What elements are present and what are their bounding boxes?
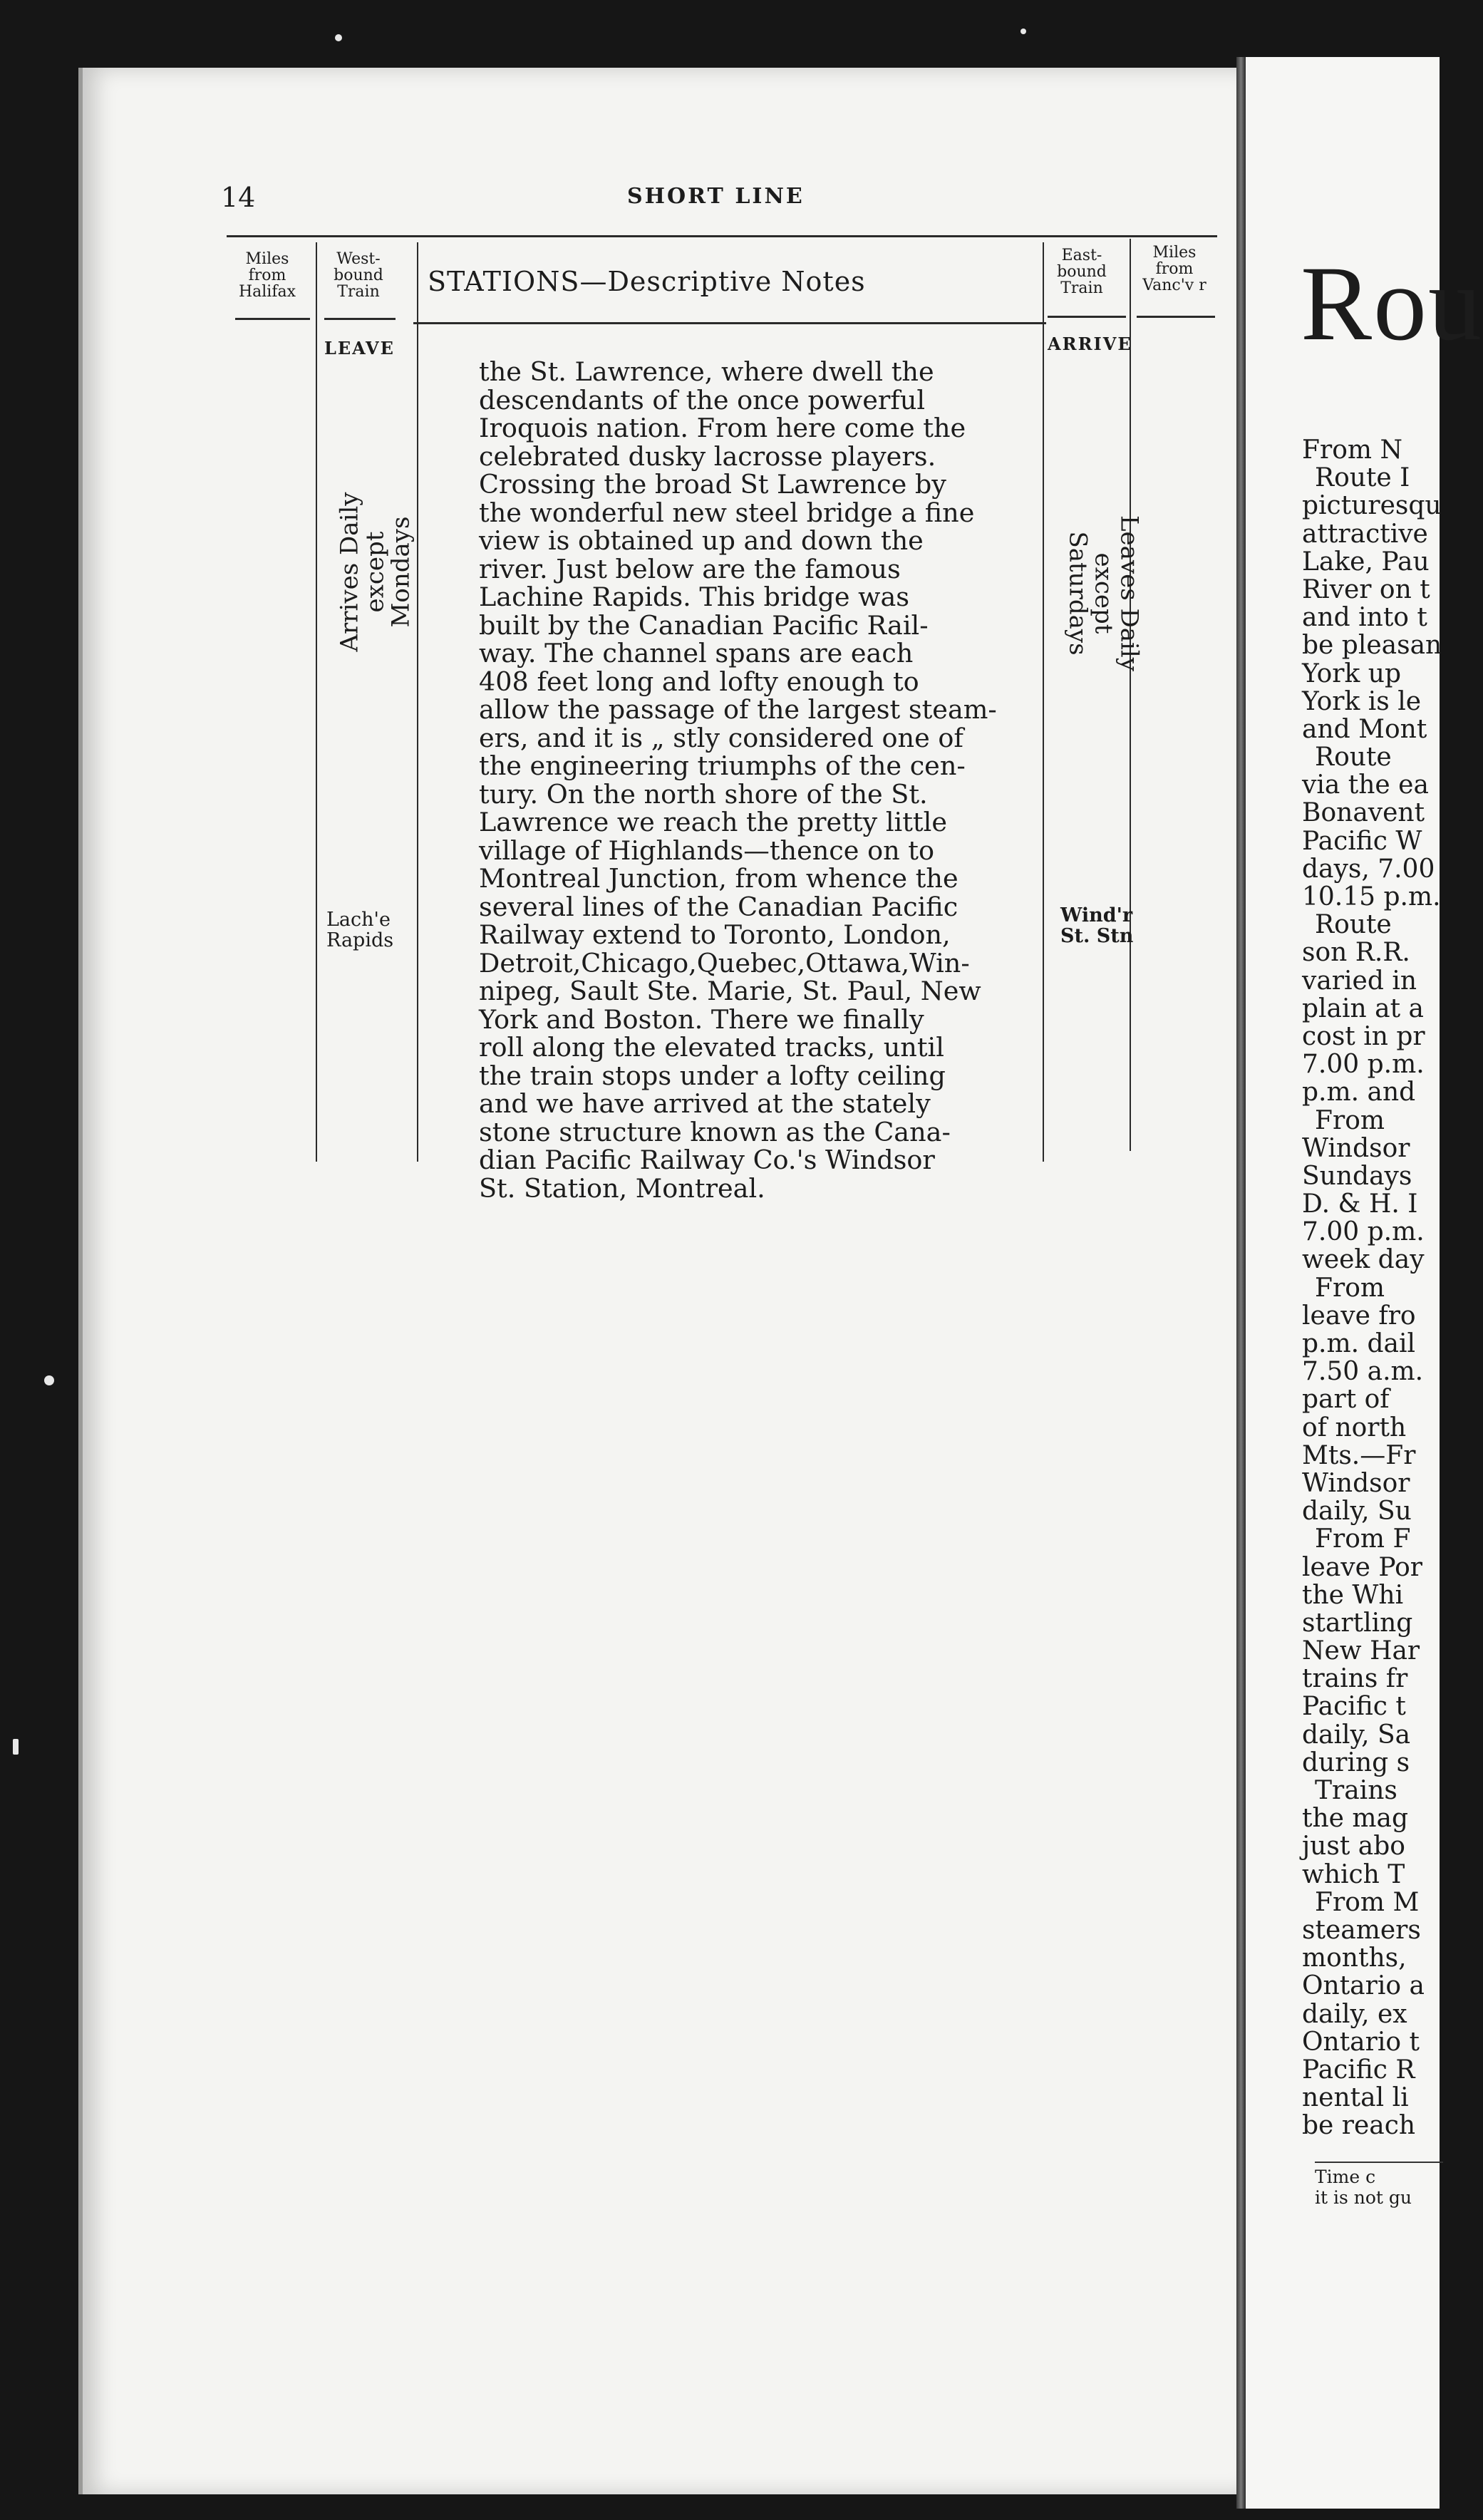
body-line: stone structure known as the Cana- <box>479 1116 951 1147</box>
right-page-line: be reach <box>1302 2111 1416 2141</box>
body-line: Lachine Rapids. This bridge was <box>479 582 910 612</box>
right-page-line: via the ea <box>1302 770 1429 800</box>
column-rule <box>316 242 317 1162</box>
body-line: Lawrence we reach the pretty little <box>479 807 947 837</box>
body-line: the train stops under a lofty ceiling <box>479 1060 946 1091</box>
page-number: 14 <box>221 182 256 213</box>
right-page-line: nental li <box>1302 2083 1409 2113</box>
right-page-line: Pacific W <box>1302 826 1422 856</box>
right-page-line: Trains <box>1315 1776 1397 1805</box>
header-underline <box>1048 316 1126 318</box>
right-page-line: the Whi <box>1302 1580 1404 1610</box>
body-line: celebrated dusky lacrosse players. <box>479 440 936 472</box>
body-line: built by the Canadian Pacific Rail- <box>479 609 929 641</box>
body-line: river. Just below are the famous <box>479 553 901 584</box>
right-page-line: daily, ex <box>1302 1999 1407 2029</box>
right-page-line: daily, Sa <box>1302 1720 1411 1750</box>
right-page-line: From <box>1315 1105 1385 1135</box>
right-page-line: York is le <box>1302 686 1422 716</box>
header-westbound-train: West- bound Train <box>334 250 383 301</box>
body-line: descendants of the once powerful <box>479 384 926 415</box>
body-line: 408 feet long and lofty enough to <box>479 666 919 697</box>
right-page-line: startling <box>1302 1608 1413 1638</box>
right-page-line: days, 7.00 <box>1302 854 1435 884</box>
eastbound-schedule-note: Leaves Daily except Saturdays <box>1063 515 1144 672</box>
arrive-label: ARRIVE <box>1048 334 1132 354</box>
right-page-line: Sundays <box>1302 1161 1412 1191</box>
body-line: roll along the elevated tracks, until <box>479 1032 944 1063</box>
right-page-line: Route <box>1315 910 1392 940</box>
right-page-line: From F <box>1315 1524 1411 1554</box>
dust-speck <box>44 1375 54 1385</box>
westbound-station-label: Lach'e Rapids <box>326 909 394 951</box>
right-page-text <box>1302 436 1473 2139</box>
header-stations-notes: STATIONS—Descriptive Notes <box>428 266 866 297</box>
column-rule <box>1043 242 1044 1162</box>
station-description <box>479 358 1028 1202</box>
westbound-schedule-note: Arrives Daily except Mondays <box>335 492 415 652</box>
header-miles-from-halifax: Miles from Halifax <box>238 250 296 301</box>
dust-speck <box>335 34 342 41</box>
header-underline <box>1137 316 1215 318</box>
body-line: St. Station, Montreal. <box>479 1172 765 1204</box>
right-page-line: From N <box>1302 435 1402 465</box>
body-line: the St. Lawrence, where dwell the <box>479 356 934 387</box>
right-page-line: Ontario a <box>1302 1971 1425 2001</box>
right-page-line: Pacific t <box>1302 1692 1406 1722</box>
right-page-line: 7.00 p.m. <box>1302 1050 1425 1080</box>
right-page-line: Lake, Pau <box>1302 547 1430 577</box>
right-page-line: D. & H. I <box>1302 1189 1418 1219</box>
right-page-footnote: Time c it is not gu <box>1315 2167 1412 2208</box>
body-line: Detroit,Chicago,Quebec,Ottawa,Win- <box>479 947 970 978</box>
header-miles-from-vancouver: Miles from Vanc'v r <box>1142 244 1206 294</box>
right-page-line: and Mont <box>1302 714 1427 744</box>
body-line: Railway extend to Toronto, London, <box>479 919 951 950</box>
header-underline <box>235 318 310 320</box>
body-line: Crossing the broad St Lawrence by <box>479 469 946 500</box>
right-page-line: be pleasan <box>1302 631 1442 661</box>
right-page-line: week day <box>1302 1245 1425 1275</box>
dust-speck <box>13 1739 19 1755</box>
right-page-line: part of <box>1302 1385 1390 1415</box>
right-page-line: daily, Su <box>1302 1497 1412 1527</box>
right-page-title: Rou <box>1301 244 1483 363</box>
right-page-line: Windsor <box>1302 1133 1410 1163</box>
right-page-line: Mts.—Fr <box>1302 1440 1416 1470</box>
body-line: and we have arrived at the stately <box>479 1088 931 1119</box>
body-line: dian Pacific Railway Co.'s Windsor <box>479 1145 935 1175</box>
right-page-line: cost in pr <box>1302 1021 1425 1051</box>
right-page-line: steamers <box>1302 1915 1421 1945</box>
right-page-line: leave fro <box>1302 1301 1416 1331</box>
right-page-line: just abo <box>1302 1832 1405 1861</box>
right-page-line: River on t <box>1302 574 1430 604</box>
right-page-line: Bonavent <box>1302 798 1425 828</box>
column-rule <box>417 242 418 1162</box>
right-page-line: Pacific R <box>1302 2055 1415 2085</box>
eastbound-station-label: Wind'r St. Stn <box>1060 904 1134 947</box>
column-rule <box>1130 239 1131 1151</box>
right-page-line: 7.00 p.m. <box>1302 1217 1425 1247</box>
right-page-footnote-rule <box>1315 2162 1443 2163</box>
right-page-line: p.m. dail <box>1302 1329 1416 1358</box>
running-head: SHORT LINE <box>627 184 805 209</box>
body-line: the wonderful new steel bridge a fine <box>479 497 975 528</box>
right-page-line: Route <box>1315 743 1392 773</box>
right-page-line: 7.50 a.m. <box>1302 1357 1424 1387</box>
body-line: York and Boston. There we finally <box>479 1003 924 1035</box>
right-page-line: picturesqu <box>1302 491 1442 521</box>
right-page-line: New Har <box>1302 1636 1420 1666</box>
header-eastbound-train: East- bound Train <box>1057 247 1107 297</box>
right-page-line: York up <box>1302 659 1402 688</box>
body-line: nipeg, Sault Ste. Marie, St. Paul, New <box>479 976 981 1006</box>
body-line: ers, and it is „ stly considered one of <box>479 722 963 753</box>
right-page-line: Ontario t <box>1302 2027 1420 2057</box>
leave-label: LEAVE <box>324 338 395 358</box>
right-page-line: months, <box>1302 1943 1407 1973</box>
body-line: several lines of the Canadian Pacific <box>479 891 958 922</box>
body-line: tury. On the north shore of the St. <box>479 778 928 810</box>
body-line: view is obtained up and down the <box>479 525 924 556</box>
right-page-line: From <box>1315 1273 1385 1303</box>
dust-speck <box>1020 29 1026 34</box>
body-line: way. The channel spans are each <box>479 638 914 668</box>
right-page-line: Windsor <box>1302 1468 1410 1498</box>
right-page-line: which T <box>1302 1859 1405 1889</box>
table-header-rule <box>413 322 1046 324</box>
body-line: allow the passage of the largest steam- <box>479 694 997 725</box>
right-page-line: p.m. and <box>1302 1078 1416 1107</box>
right-page-line: plain at a <box>1302 993 1424 1023</box>
right-page-line: leave Por <box>1302 1552 1423 1582</box>
right-page-line: 10.15 p.m. <box>1302 882 1441 912</box>
body-line: Iroquois nation. From here come the <box>479 413 966 443</box>
body-line: Montreal Junction, from whence the <box>479 863 958 894</box>
book-spine <box>1236 57 1246 2509</box>
right-page-line: Route I <box>1315 463 1410 493</box>
right-page-line: varied in <box>1302 966 1417 996</box>
body-line: the engineering triumphs of the cen- <box>479 750 966 781</box>
right-page-line: attractive <box>1302 519 1428 549</box>
body-line: village of Highlands—thence on to <box>479 835 934 866</box>
right-page-line: the mag <box>1302 1804 1409 1834</box>
table-top-rule <box>227 235 1217 237</box>
right-page-line: and into t <box>1302 603 1427 633</box>
right-page-line: From M <box>1315 1887 1420 1917</box>
right-page-line: son R.R. <box>1302 938 1410 968</box>
right-page-line: of north <box>1302 1413 1407 1442</box>
header-underline <box>324 318 396 320</box>
right-page-line: during s <box>1302 1747 1410 1777</box>
right-page-line: trains fr <box>1302 1664 1408 1694</box>
